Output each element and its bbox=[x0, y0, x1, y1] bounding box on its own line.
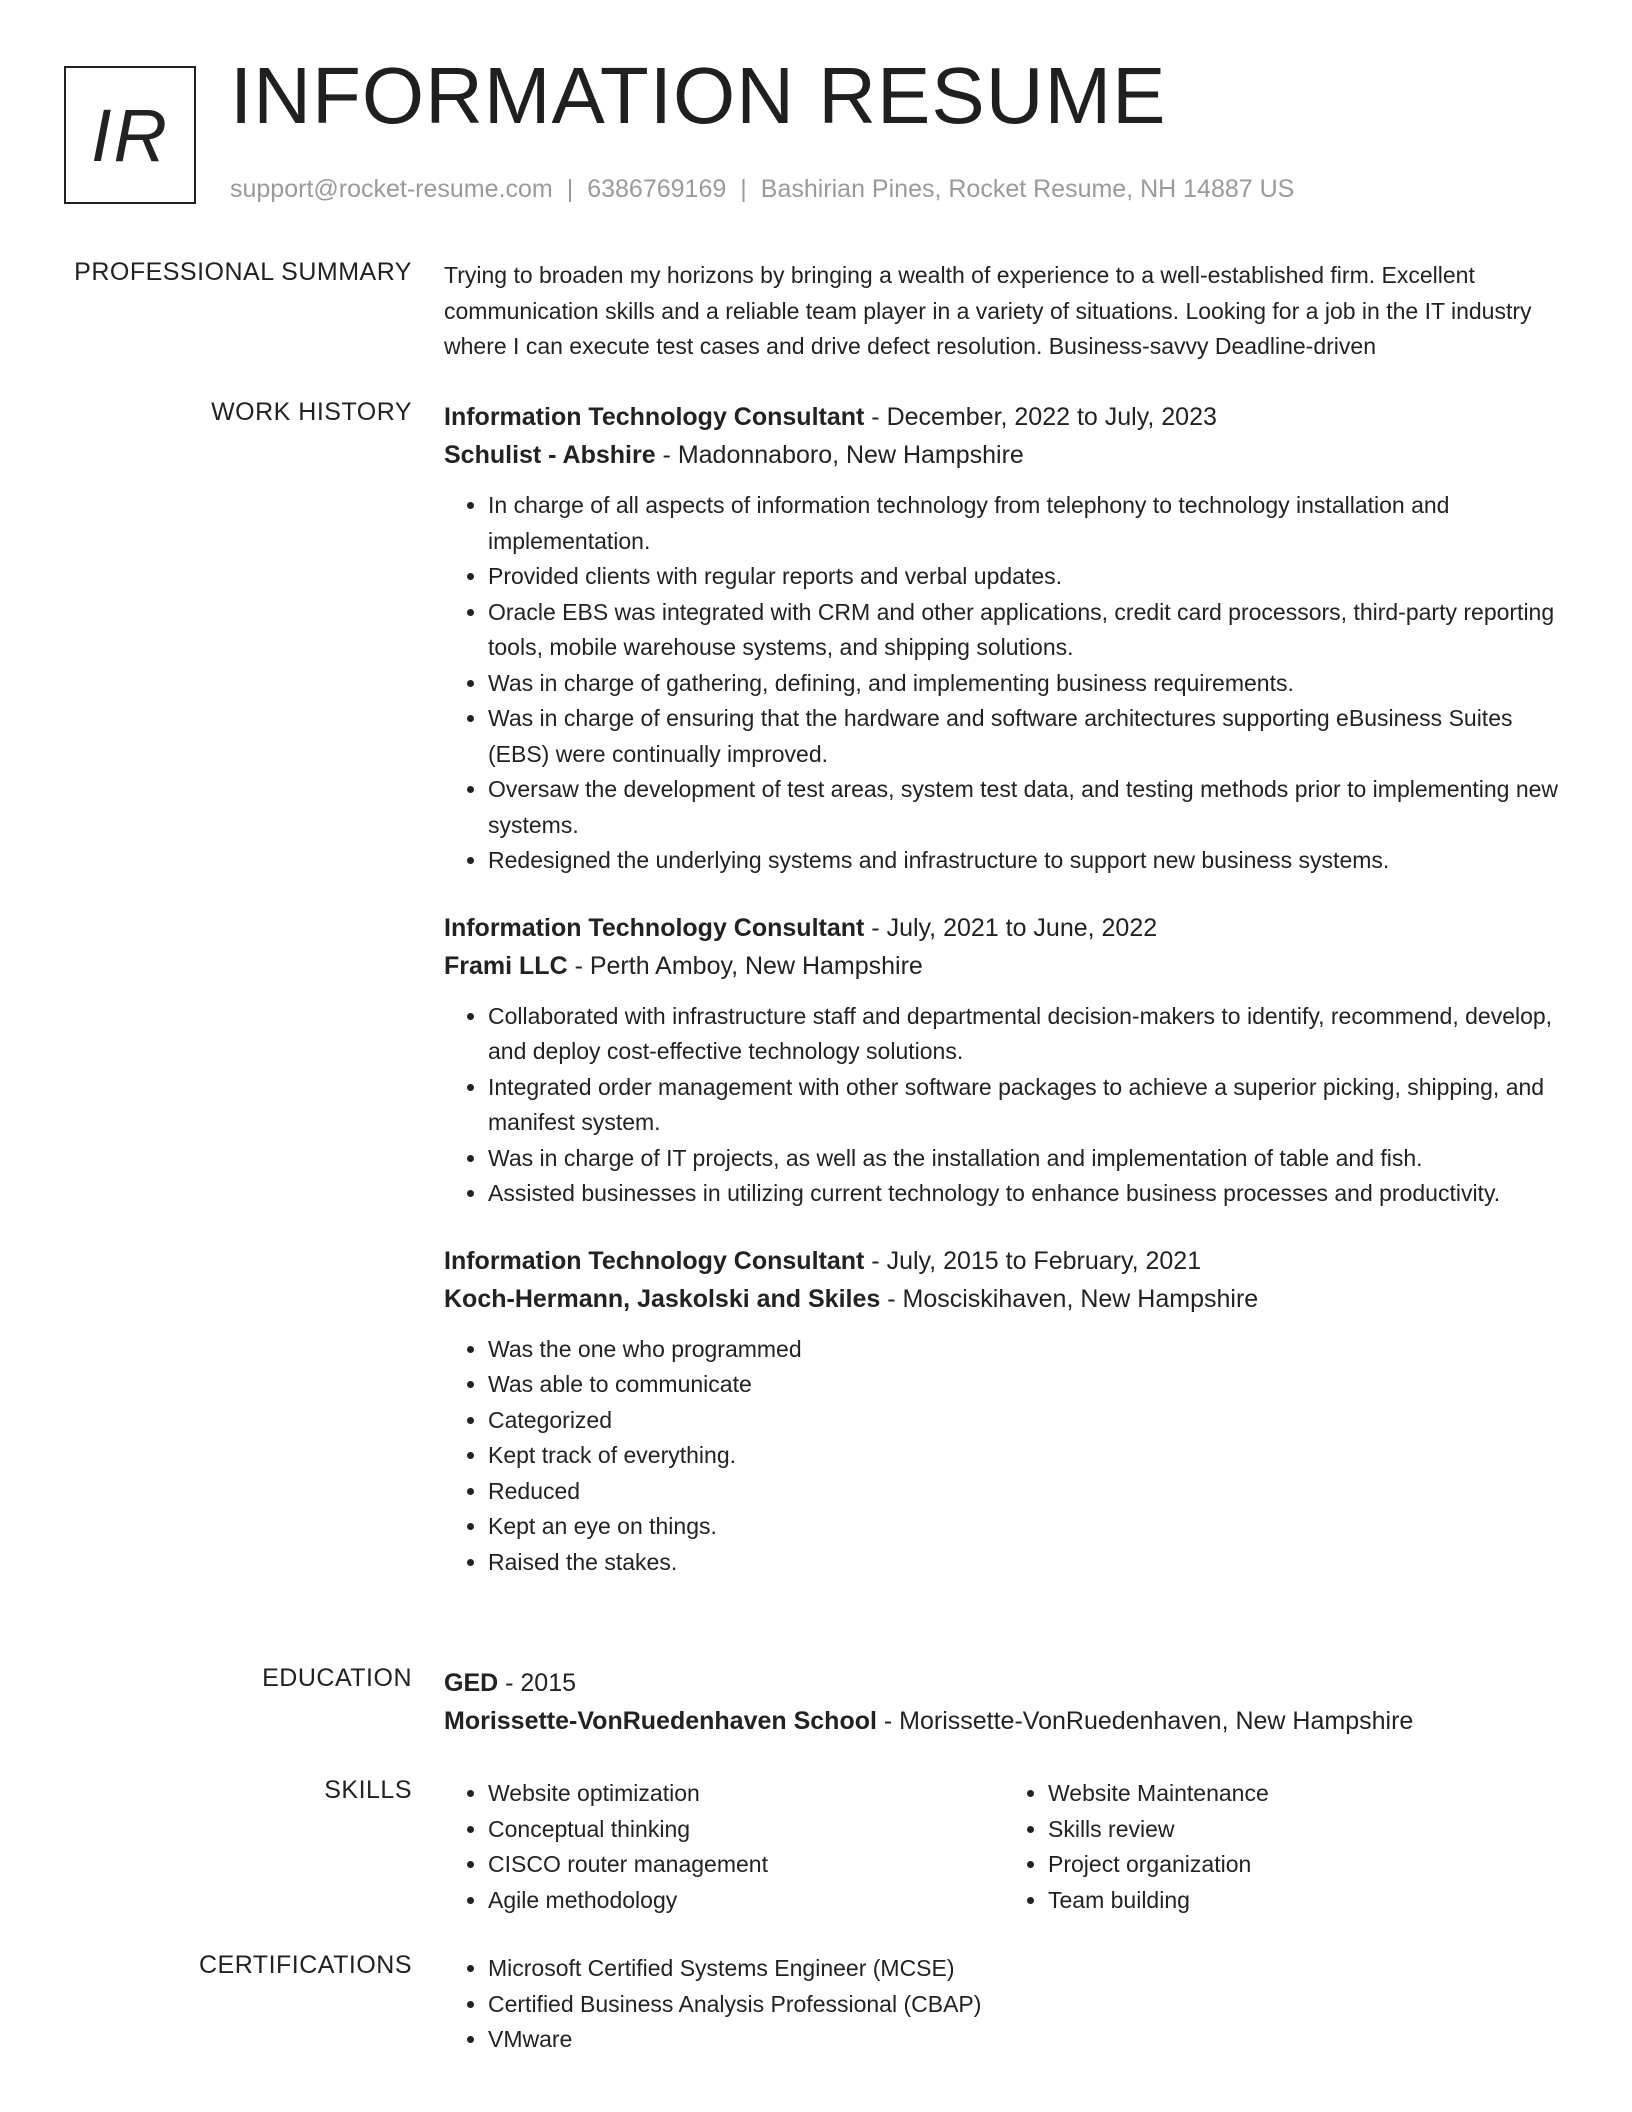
job-bullet: • Redesigned the underlying systems and infrastructure to support new business systems. bbox=[488, 843, 1564, 879]
job-bullet: • Kept an eye on things. bbox=[488, 1509, 1564, 1545]
job-bullet: • Provided clients with regular reports and verbal updates. bbox=[488, 559, 1564, 595]
summary-content bbox=[444, 258, 1564, 365]
job-bullet: • Kept track of everything. bbox=[488, 1438, 1564, 1474]
skill-item: • Skills review bbox=[1048, 1812, 1564, 1848]
certifications-content bbox=[444, 1951, 1564, 2058]
education-school-line bbox=[444, 1702, 1564, 1740]
candidate-name: INFORMATION RESUME bbox=[230, 51, 1167, 140]
certification-item: • Certified Business Analysis Professional (CBAP) bbox=[488, 1987, 1564, 2023]
job-company: Koch-Hermann, Jaskolski and Skiles bbox=[444, 1284, 881, 1313]
education-degree: GED bbox=[444, 1669, 499, 1697]
contact-separator: | bbox=[566, 175, 574, 203]
job-bullet: • Integrated order management with other software packages to achieve a superior picking, shipping, and manifest system. bbox=[488, 1070, 1564, 1141]
job-company-line bbox=[444, 947, 1564, 985]
skills-content bbox=[444, 1776, 1564, 1918]
job-company: Frami LLC bbox=[444, 951, 568, 980]
job-bullet: • Was able to communicate bbox=[488, 1367, 1564, 1403]
job-dates: - July, 2015 to February, 2021 bbox=[864, 1246, 1202, 1275]
skill-item: • Agile methodology bbox=[488, 1883, 1004, 1919]
contact-phone: 6386769169 bbox=[587, 175, 727, 203]
job-location: - Mosciskihaven, New Hampshire bbox=[880, 1284, 1259, 1313]
section-label-skills: SKILLS bbox=[324, 1776, 412, 1804]
job-bullets bbox=[444, 488, 1564, 879]
section-label-certifications: CERTIFICATIONS bbox=[198, 1951, 412, 1979]
education-location: - Morissette-VonRuedenhaven, New Hampshire bbox=[876, 1707, 1414, 1735]
contact-email: support@rocket-resume.com bbox=[230, 175, 553, 203]
skills-list-left bbox=[444, 1776, 1004, 1918]
education-content bbox=[444, 1664, 1564, 1740]
skill-item: • Conceptual thinking bbox=[488, 1812, 1004, 1848]
job-bullet: • Oversaw the development of test areas, system test data, and testing methods prior to implementing new systems. bbox=[488, 772, 1564, 843]
education-year: - 2015 bbox=[498, 1669, 577, 1697]
job-bullet: • Reduced bbox=[488, 1474, 1564, 1510]
job-bullet: • Oracle EBS was integrated with CRM and other applications, credit card processors, third-party reporting tools, mobile warehouse systems, and shipping solutions. bbox=[488, 595, 1564, 666]
job-title: Information Technology Consultant bbox=[444, 1246, 865, 1275]
job-company-line bbox=[444, 436, 1564, 474]
job-bullet: • Collaborated with infrastructure staff and departmental decision-makers to identify, recommend, develop, and deploy cost-effective technology solutions. bbox=[488, 999, 1564, 1070]
job-title-line bbox=[444, 1242, 1564, 1280]
job-bullet: • Was in charge of gathering, defining, and implementing business requirements. bbox=[488, 666, 1564, 702]
job-entry bbox=[444, 398, 1564, 879]
skill-item: • Website Maintenance bbox=[1048, 1776, 1564, 1812]
job-dates: - December, 2022 to July, 2023 bbox=[864, 403, 1217, 431]
job-bullet: • Was in charge of ensuring that the hardware and software architectures supporting eBusiness Suites (EBS) were continually improved. bbox=[488, 701, 1564, 772]
certification-item: • Microsoft Certified Systems Engineer (MCSE) bbox=[488, 1951, 1564, 1987]
job-bullet: • Was in charge of IT projects, as well as the installation and implementation of table and fish. bbox=[488, 1141, 1564, 1177]
job-bullet: • Categorized bbox=[488, 1403, 1564, 1439]
work-history-content bbox=[444, 398, 1564, 1610]
contact-separator: | bbox=[740, 175, 747, 203]
skill-item: • Team building bbox=[1048, 1883, 1564, 1919]
job-bullet: • Assisted businesses in utilizing current technology to enhance business processes and productivity. bbox=[488, 1176, 1564, 1212]
job-location: - Madonnaboro, New Hampshire bbox=[655, 441, 1024, 469]
section-label-work: WORK HISTORY bbox=[211, 398, 412, 426]
job-title: Information Technology Consultant bbox=[444, 403, 865, 431]
skill-item: • CISCO router management bbox=[488, 1847, 1004, 1883]
contact-line bbox=[230, 175, 1294, 204]
job-bullet: • Raised the stakes. bbox=[488, 1545, 1564, 1581]
job-title-line bbox=[444, 398, 1564, 436]
skill-item: • Website optimization bbox=[488, 1776, 1004, 1812]
job-bullets bbox=[444, 1332, 1564, 1581]
education-degree-line bbox=[444, 1664, 1564, 1702]
summary-text: Trying to broaden my horizons by bringing a wealth of experience to a well-established firm. Excellent communication skills and a reliable team player in a variety of situations. Looking for a job in the IT industry where I can execute test cases and drive defect resolution. Business-savvy Deadline-driven bbox=[444, 262, 1532, 359]
certifications-list bbox=[444, 1951, 1564, 2058]
job-entry bbox=[444, 1242, 1564, 1581]
job-company: Schulist - Abshire bbox=[444, 441, 656, 469]
section-label-summary: PROFESSIONAL SUMMARY bbox=[74, 258, 412, 286]
job-entry bbox=[444, 909, 1564, 1212]
monogram-logo: IR bbox=[64, 66, 196, 204]
education-school: Morissette-VonRuedenhaven School bbox=[444, 1707, 877, 1735]
job-bullet: • In charge of all aspects of information technology from telephony to technology installation and implementation. bbox=[488, 488, 1564, 559]
job-title: Information Technology Consultant bbox=[444, 913, 865, 942]
job-location: - Perth Amboy, New Hampshire bbox=[567, 951, 923, 980]
certification-item: • VMware bbox=[488, 2022, 1564, 2058]
section-label-education: EDUCATION bbox=[262, 1664, 412, 1692]
skill-item: • Project organization bbox=[1048, 1847, 1564, 1883]
job-company-line bbox=[444, 1280, 1564, 1318]
job-bullet: • Was the one who programmed bbox=[488, 1332, 1564, 1368]
job-dates: - July, 2021 to June, 2022 bbox=[864, 913, 1158, 942]
contact-address: Bashirian Pines, Rocket Resume, NH 14887 US bbox=[760, 175, 1295, 203]
skills-list-right bbox=[1004, 1776, 1564, 1918]
job-title-line bbox=[444, 909, 1564, 947]
job-bullets bbox=[444, 999, 1564, 1212]
